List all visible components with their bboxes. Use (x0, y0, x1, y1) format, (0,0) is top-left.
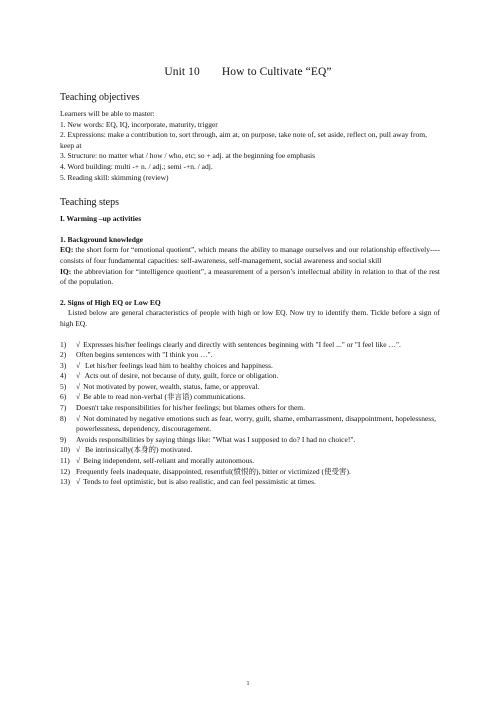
objective-item: 3. Structure: no matter what / how / who, etc; so + adj. at the beginning foe emphasis (60, 151, 316, 161)
checkmark-icon: √ (76, 360, 81, 370)
steps-heading: Teaching steps (60, 197, 120, 209)
sign-item: 4) √ Acts out of desire, not because of duty, guilt, force or obligation. (60, 371, 279, 381)
background-heading: 1. Background knowledge (60, 234, 144, 244)
checkmark-icon: √ (76, 445, 81, 455)
sign-item: 10) √ Be intrinsically(本身的) motivated. (60, 445, 193, 455)
iq-label: IQ: (60, 266, 72, 276)
objective-item: 5. Reading skill: skimming (review) (60, 172, 169, 182)
page-title (0, 66, 496, 78)
sign-item: 7) Doesn't take responsibilities for his/her feelings; but blames others for them. (60, 403, 306, 413)
document-body (60, 92, 440, 488)
objective-item: 2. Expressions: make a contribution to, sort through, aim at, on purpose, take note of, set aside, reflect on, pull away from, keep at (60, 130, 427, 150)
iq-definition (60, 267, 440, 288)
signs-heading: 2. Signs of High EQ or Low EQ (60, 297, 161, 307)
checkmark-icon: √ (76, 381, 81, 391)
eq-label: EQ: (60, 245, 74, 255)
sign-item: 1) √ Expresses his/her feelings clearly and directly with sentences beginning with "I feel ..." or "I feel like …". (60, 339, 401, 349)
iq-text: the abbreviation for “intelligence quotient”, a measurement of a person’s intellectual ability in relation to that of the rest of the population. (60, 266, 440, 287)
sign-item: 9) Avoids responsibilities by saying things like: "What was I supposed to do? I had no choice!". (60, 434, 356, 444)
warming-up-heading: I. Warming –up activities (60, 214, 142, 224)
sign-item: 11) √ Being independent, self-reliant and morally autonomous. (60, 456, 255, 466)
unit-label: Unit 10 (164, 66, 200, 78)
eq-definition (60, 245, 440, 266)
unit-topic: How to Cultivate “EQ” (221, 66, 332, 78)
sign-item: 6) √ Be able to read non-verbal (非言语) communications. (60, 392, 246, 402)
sign-item: 8) √ Not dominated by negative emotions such as fear, worry, guilt, shame, embarrassment, disappointment, hopelessness, powerlessness, dependency, discouragement. (60, 413, 437, 434)
checkmark-icon: √ (76, 339, 81, 349)
objectives-heading: Teaching objectives (60, 92, 140, 103)
objective-item: 1. New words: EQ, IQ, incorporate, maturity, trigger (60, 119, 218, 129)
sign-item: 3) √ Let his/her feelings lead him to healthy choices and happiness. (60, 360, 273, 370)
sign-item: 12) Frequently feels inadequate, disappointed, resentful(愤恨的), bitter or victimized (使受害). (60, 466, 351, 476)
checkmark-icon: √ (76, 413, 81, 423)
objectives-intro: Learners will be able to master: (60, 109, 155, 118)
checkmark-icon: √ (76, 456, 81, 466)
eq-text: the short form for “emotional quotient”, which means the ability to manage ourselves and our relationship effectively----consists of four fundamental capacities: self-awareness, self-management, social awareness and social skill (60, 245, 440, 265)
sign-item: 2) Often begins sentences with "I think you …". (60, 350, 213, 360)
checkmark-icon: √ (76, 371, 81, 381)
checkmark-icon: √ (76, 392, 81, 402)
page-number: 1 (246, 681, 250, 687)
checkmark-icon: √ (76, 477, 81, 487)
signs-intro: Listed below are general characteristics of people with high or low EQ. Now try to identify them. Tickle before a sign of high EQ. (60, 308, 440, 328)
sign-item: 5) √ Not motivated by power, wealth, status, fame, or approval. (60, 381, 260, 391)
objective-item: 4. Word building: multi -+ n. / adj.; semi -+n. / adj. (60, 161, 213, 171)
sign-item: 13) √ Tends to feel optimistic, but is also realistic, and can feel pessimistic at times. (60, 477, 316, 487)
